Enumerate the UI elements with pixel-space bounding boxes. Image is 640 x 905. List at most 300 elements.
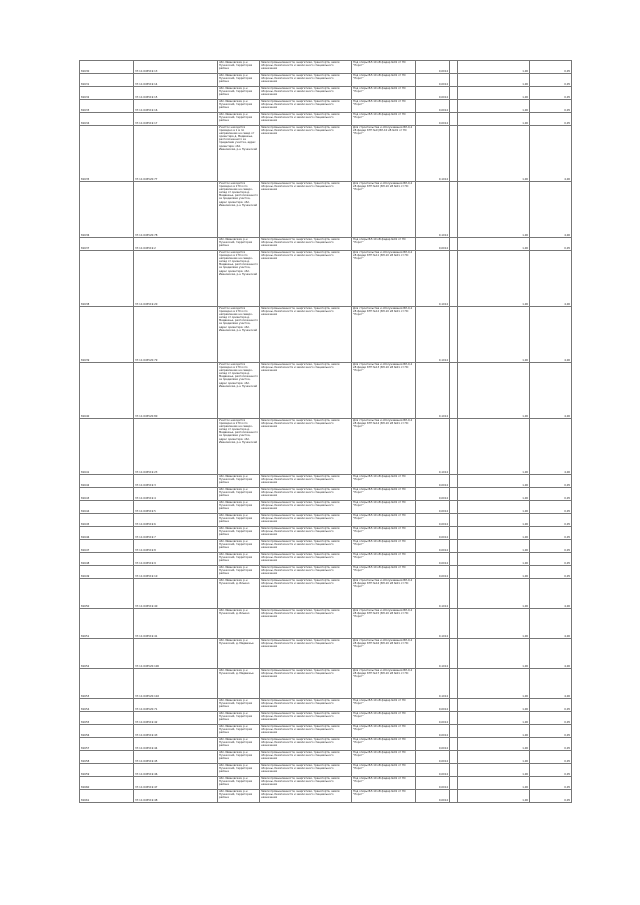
empty-cell [450,113,458,126]
table-row [80,363,572,419]
cadastral-number-cell: 37:11:045519:17 [134,113,218,126]
land-category-cell: Земли промышленности, энергетики, транспорта, земли обороны, безопасности и земли иного специального назначения [260,514,352,527]
empty-cell [450,712,458,725]
table-row [80,514,572,527]
address-cell: обл. Ивановская, р-н Пучежский, территория района [218,790,260,803]
land-category-cell: Земли промышленности, энергетики, транспорта, земли обороны, безопасности и земли иного специального назначения [260,87,352,100]
permitted-use-cell: Под опоры ВЛ-10 кВ фидер №01 от ПС "Порог" [352,777,416,790]
area-cell: 0,0014 [416,777,450,790]
cadastral-number-cell: 37:11:045520:100 [134,639,218,669]
cadastral-number-cell: 37:11:045520:78 [134,182,218,238]
permitted-use-cell: Под опоры ВЛ-10 кВ фидер №01 от ПС "Порог" [352,751,416,764]
permitted-use-cell: Для строительства и обслуживания ВЛ-0,4 кВ фидер КТП №11 (ВЛ-10 кВ №01 от ПС "Порог" [352,251,416,307]
cadastral-number-cell: 37:11:045519:45 [134,751,218,764]
cadastral-number-cell: 37:11:045520:77 [134,126,218,182]
row-number-cell: 81641 [80,419,134,475]
coefficient-cell: 1,00 [458,182,530,238]
address-cell: обл. Ивановская, р-н Пучежский, территория района [218,764,260,777]
address-cell: обл. Ивановская, р-н Пучежский, территория района [218,712,260,725]
area-cell: 0,1014 [416,126,450,182]
permitted-use-cell: Под опоры ВЛ-10 кВ фидер №01 от ПС "Порог" [352,514,416,527]
row-number-cell: 81651 [80,609,134,639]
cadastral-number-cell: 37:11:045519:47 [134,777,218,790]
area-cell: 0,1014 [416,419,450,475]
empty-cell [450,514,458,527]
area-cell: 0,0014 [416,501,450,514]
row-number-cell: 81645 [80,514,134,527]
address-cell: обл. Ивановская, р-н Пучежский, территория района [218,738,260,751]
land-category-cell: Земли промышленности, энергетики, транспорта, земли обороны, безопасности и земли иного специального назначения [260,100,352,113]
area-cell: 0,1014 [416,363,450,419]
address-cell: обл. Ивановская, р-н Пучежский, территория района [218,238,260,251]
coefficient-cell: 1,00 [458,540,530,553]
permitted-use-cell: Под опоры ВЛ-10 кВ фидер №01 от ПС "Порог" [352,712,416,725]
permitted-use-cell: Под опоры ВЛ-10 кВ фидер №01 от ПС "Порог" [352,87,416,100]
row-number-cell: 81655 [80,712,134,725]
land-plots-table [79,60,572,803]
value-cell: 4,00 [530,609,572,639]
value-cell: 0,05 [530,566,572,579]
value-cell: 4,00 [530,363,572,419]
value-cell: 4,00 [530,126,572,182]
area-cell: 0,1014 [416,579,450,609]
permitted-use-cell: Под опоры ВЛ-10 кВ фидер №01 от ПС "Порог" [352,238,416,251]
permitted-use-cell: Под опоры ВЛ-10 кВ фидер №01 от ПС "Порог" [352,501,416,514]
value-cell: 0,05 [530,527,572,540]
area-cell: 0,0014 [416,527,450,540]
land-category-cell: Земли промышленности, энергетики, транспорта, земли обороны, безопасности и земли иного специального назначения [260,475,352,488]
value-cell: 0,05 [530,475,572,488]
empty-cell [450,87,458,100]
table-row [80,488,572,501]
address-cell: обл. Ивановская, р-н Пучежский, территория района [218,61,260,74]
address-cell: Участок находится примерно в 170 м по направлению на северо-запад от ориентира д. Медвежье, расположенного за пределами участка, адрес ориентира: обл. Ивановская, р-н Пучежский [218,419,260,475]
area-cell: 0,0014 [416,100,450,113]
land-category-cell: Земли промышленности, энергетики, транспорта, земли обороны, безопасности и земли иного специального назначения [260,540,352,553]
land-category-cell: Земли промышленности, энергетики, транспорта, земли обороны, безопасности и земли иного специального назначения [260,764,352,777]
table-row [80,100,572,113]
cadastral-number-cell: 37:11:045519:7 [134,527,218,540]
land-category-cell: Земли промышленности, энергетики, транспорта, земли обороны, безопасности и земли иного специального назначения [260,790,352,803]
land-category-cell: Земли промышленности, энергетики, транспорта, земли обороны, безопасности и земли иного специального назначения [260,238,352,251]
permitted-use-cell: Под опоры ВЛ-10 кВ фидер №01 от ПС "Порог" [352,100,416,113]
permitted-use-cell: Под опоры ВЛ-10 кВ фидер №01 от ПС "Порог" [352,113,416,126]
area-cell: 0,0014 [416,61,450,74]
cadastral-number-cell: 37:11:045519:4 [134,488,218,501]
coefficient-cell: 1,00 [458,74,530,87]
empty-cell [450,540,458,553]
value-cell: 0,05 [530,738,572,751]
value-cell: 0,05 [530,712,572,725]
coefficient-cell: 1,00 [458,751,530,764]
area-cell: 0,0014 [416,790,450,803]
land-category-cell: Земли промышленности, энергетики, транспорта, земли обороны, безопасности и земли иного специального назначения [260,307,352,363]
empty-cell [450,363,458,419]
row-number-cell: 81648 [80,553,134,566]
table-row [80,777,572,790]
value-cell: 0,05 [530,777,572,790]
value-cell: 4,00 [530,419,572,475]
coefficient-cell: 1,00 [458,501,530,514]
table-row [80,238,572,251]
value-cell: 0,05 [530,699,572,712]
permitted-use-cell: Под опоры ВЛ-10 кВ фидер №01 от ПС "Порог" [352,61,416,74]
cadastral-number-cell: 37:11:045519:40 [134,579,218,609]
value-cell: 0,05 [530,553,572,566]
row-number-cell: 81632 [80,87,134,100]
document-page [79,60,571,803]
table-row [80,579,572,609]
table-row [80,74,572,87]
empty-cell [450,790,458,803]
value-cell: 0,05 [530,764,572,777]
land-category-cell: Земли промышленности, энергетики, транспорта, земли обороны, безопасности и земли иного специального назначения [260,699,352,712]
address-cell: обл. Ивановская, р-н Пучежский, территория района [218,113,260,126]
empty-cell [450,566,458,579]
permitted-use-cell: Для строительства и обслуживания ВЛ-0,4 кВ фидер КТП №13 (ВЛ-10 кВ №01 от ПС "Порог" [352,363,416,419]
empty-cell [450,639,458,669]
area-cell: 0,1014 [416,182,450,238]
cadastral-number-cell: 37:11:045519:9 [134,553,218,566]
permitted-use-cell: Для строительства и обслуживания ВЛ-0,4 кВ фидер КТП №17 (ВЛ-10 кВ №01 от ПС "Порог" [352,669,416,699]
row-number-cell: 81634 [80,113,134,126]
coefficient-cell: 1,00 [458,61,530,74]
area-cell: 0,0014 [416,725,450,738]
permitted-use-cell: Под опоры ВЛ-10 кВ фидер №01 от ПС "Порог" [352,527,416,540]
coefficient-cell: 1,00 [458,419,530,475]
coefficient-cell: 1,00 [458,566,530,579]
address-cell: обл. Ивановская, р-н Пучежский, д. Медвежье [218,639,260,669]
land-category-cell: Земли промышленности, энергетики, транспорта, земли обороны, безопасности и земли иного специального назначения [260,777,352,790]
value-cell: 0,05 [530,100,572,113]
area-cell: 0,0014 [416,764,450,777]
table-row [80,712,572,725]
row-number-cell: 81653 [80,669,134,699]
empty-cell [450,579,458,609]
permitted-use-cell: Под опоры ВЛ-10 кВ фидер №01 от ПС "Порог" [352,540,416,553]
address-cell: обл. Ивановская, р-н Пучежский, территория района [218,488,260,501]
cadastral-number-cell: 37:11:045519:13 [134,61,218,74]
table-row [80,307,572,363]
empty-cell [450,126,458,182]
area-cell: 0,0014 [416,540,450,553]
coefficient-cell: 1,00 [458,113,530,126]
table-row [80,113,572,126]
coefficient-cell: 1,00 [458,712,530,725]
cadastral-number-cell: 37:11:045520:102 [134,669,218,699]
permitted-use-cell: Для строительства и обслуживания ВЛ-0,4 кВ фидер КТП №16 (ВЛ-10 кВ №01 от ПС "Порог" [352,639,416,669]
table-row [80,540,572,553]
value-cell: 4,00 [530,669,572,699]
permitted-use-cell: Для строительства и обслуживания ВЛ-0,4 кВ фидер КТП №12 (ВЛ-10 кВ №01 от ПС "Порог" [352,307,416,363]
table-row [80,751,572,764]
table-row [80,553,572,566]
permitted-use-cell: Для строительства и обслуживания ВЛ-0,4 кВ фидер КТП №9 (ВЛ-10 кВ №01 от ПС "Порог" [352,126,416,182]
land-category-cell: Земли промышленности, энергетики, транспорта, земли обороны, безопасности и земли иного специального назначения [260,751,352,764]
row-number-cell: 81660 [80,777,134,790]
address-cell: обл. Ивановская, р-н Пучежский, территория района [218,501,260,514]
table-row [80,566,572,579]
table-row [80,738,572,751]
value-cell: 0,05 [530,61,572,74]
address-cell: обл. Ивановская, р-н Пучежский, территория района [218,514,260,527]
address-cell: обл. Ивановская, р-н Пучежский, территория района [218,87,260,100]
empty-cell [450,669,458,699]
area-cell: 0,0014 [416,699,450,712]
area-cell: 0,1014 [416,669,450,699]
cadastral-number-cell: 37:11:045520:80 [134,363,218,419]
table-row [80,501,572,514]
address-cell: обл. Ивановская, р-н Пучежский, д. Ильино [218,579,260,609]
coefficient-cell: 1,00 [458,579,530,609]
coefficient-cell: 1,00 [458,363,530,419]
empty-cell [450,777,458,790]
cadastral-number-cell: 37:11:045519:42 [134,712,218,725]
address-cell: обл. Ивановская, р-н Пучежский, территория района [218,100,260,113]
value-cell: 4,00 [530,182,572,238]
row-number-cell: 81633 [80,100,134,113]
address-cell: обл. Ивановская, р-н Пучежский, территория района [218,725,260,738]
row-number-cell: 81642 [80,475,134,488]
coefficient-cell: 1,00 [458,514,530,527]
area-cell: 0,0014 [416,712,450,725]
permitted-use-cell: Под опоры ВЛ-10 кВ фидер №01 от ПС "Порог" [352,488,416,501]
coefficient-cell: 1,00 [458,527,530,540]
area-cell: 0,0014 [416,751,450,764]
row-number-cell: 81644 [80,501,134,514]
coefficient-cell: 1,00 [458,609,530,639]
area-cell: 0,0014 [416,475,450,488]
coefficient-cell: 1,00 [458,669,530,699]
empty-cell [450,475,458,488]
row-number-cell: 81650 [80,579,134,609]
land-category-cell: Земли промышленности, энергетики, транспорта, земли обороны, безопасности и земли иного специального назначения [260,251,352,307]
empty-cell [450,74,458,87]
empty-cell [450,751,458,764]
empty-cell [450,738,458,751]
area-cell: 0,0014 [416,514,450,527]
row-number-cell: 81657 [80,738,134,751]
land-category-cell: Земли промышленности, энергетики, транспорта, земли обороны, безопасности и земли иного специального назначения [260,419,352,475]
empty-cell [450,527,458,540]
permitted-use-cell: Для строительства и обслуживания ВЛ-0,4 кВ фидер КТП №10 (ВЛ-10 кВ №01 от ПС "Порог" [352,182,416,238]
table-row [80,527,572,540]
table-row [80,251,572,307]
row-number-cell: 81640 [80,363,134,419]
value-cell: 4,00 [530,307,572,363]
value-cell: 0,05 [530,74,572,87]
empty-cell [450,725,458,738]
table-row [80,419,572,475]
cadastral-number-cell: 37:11:045519:2 [134,238,218,251]
coefficient-cell: 1,00 [458,87,530,100]
address-cell: Участок находится примерно в 170 м по направлению на северо-запад от ориентира д. Медвежье, расположенного за пределами участка, адрес ориентира: обл. Ивановская, р-н Пучежский [218,251,260,307]
cadastral-number-cell: 37:11:045519:14 [134,74,218,87]
row-number-cell: 81659 [80,764,134,777]
coefficient-cell: 1,00 [458,738,530,751]
empty-cell [450,488,458,501]
cadastral-number-cell: 37:11:045520:71 [134,699,218,712]
table-row [80,609,572,639]
address-cell: Участок находится примерно в 170 м по направлению на северо-запад от ориентира д. Медвежье, расположенного за пределами участка, адрес ориентира: обл. Ивановская, р-н Пучежский [218,182,260,238]
row-number-cell: 81646 [80,527,134,540]
area-cell: 0,1014 [416,639,450,669]
coefficient-cell: 1,00 [458,725,530,738]
empty-cell [450,501,458,514]
empty-cell [450,699,458,712]
value-cell: 4,00 [530,639,572,669]
empty-cell [450,100,458,113]
coefficient-cell: 1,00 [458,553,530,566]
permitted-use-cell: Под опоры ВЛ-10 кВ фидер №01 от ПС "Порог" [352,74,416,87]
coefficient-cell: 1,00 [458,238,530,251]
empty-cell [450,61,458,74]
table-row [80,790,572,803]
row-number-cell: 81631 [80,74,134,87]
address-cell: обл. Ивановская, р-н Пучежский, территория района [218,527,260,540]
address-cell: обл. Ивановская, р-н Пучежский, территория района [218,751,260,764]
permitted-use-cell: Под опоры ВЛ-10 кВ фидер №01 от ПС "Порог" [352,725,416,738]
cadastral-number-cell: 37:11:045519:16 [134,100,218,113]
coefficient-cell: 1,00 [458,639,530,669]
land-category-cell: Земли промышленности, энергетики, транспорта, земли обороны, безопасности и земли иного специального назначения [260,74,352,87]
address-cell: обл. Ивановская, р-н Пучежский, территория района [218,475,260,488]
land-category-cell: Земли промышленности, энергетики, транспорта, земли обороны, безопасности и земли иного специального назначения [260,553,352,566]
cadastral-number-cell: 37:11:045519:46 [134,764,218,777]
value-cell: 0,05 [530,790,572,803]
address-cell: обл. Ивановская, р-н Пучежский, д. Ильино [218,609,260,639]
value-cell: 0,05 [530,540,572,553]
area-cell: 0,0014 [416,553,450,566]
row-number-cell: 81639 [80,307,134,363]
land-category-cell: Земли промышленности, энергетики, транспорта, земли обороны, безопасности и земли иного специального назначения [260,126,352,182]
coefficient-cell: 1,00 [458,777,530,790]
coefficient-cell: 1,00 [458,790,530,803]
permitted-use-cell: Под опоры ВЛ-10 кВ фидер №01 от ПС "Порог" [352,553,416,566]
coefficient-cell: 1,00 [458,251,530,307]
value-cell: 0,05 [530,751,572,764]
address-cell: Участок находится примерно в 170 м по направлению на северо-запад от ориентира д. Медвежье, расположенного за пределами участка, адрес ориентира: обл. Ивановская, р-н Пучежский [218,307,260,363]
table-row [80,126,572,182]
land-category-cell: Земли промышленности, энергетики, транспорта, земли обороны, безопасности и земли иного специального назначения [260,639,352,669]
coefficient-cell: 1,00 [458,699,530,712]
address-cell: обл. Ивановская, р-н Пучежский, д. Медвежье [218,669,260,699]
land-category-cell: Земли промышленности, энергетики, транспорта, земли обороны, безопасности и земли иного специального назначения [260,61,352,74]
cadastral-number-cell: 37:11:045519:8 [134,540,218,553]
table-row [80,87,572,100]
empty-cell [450,419,458,475]
coefficient-cell: 1,00 [458,100,530,113]
coefficient-cell: 1,00 [458,475,530,488]
address-cell: обл. Ивановская, р-н Пучежский, территория района [218,540,260,553]
address-cell: обл. Ивановская, р-н Пучежский, территория района [218,777,260,790]
table-row [80,61,572,74]
value-cell: 0,05 [530,514,572,527]
row-number-cell: 81658 [80,751,134,764]
empty-cell [450,182,458,238]
area-cell: 0,0014 [416,87,450,100]
land-category-cell: Земли промышленности, энергетики, транспорта, земли обороны, безопасности и земли иного специального назначения [260,725,352,738]
area-cell: 0,0014 [416,566,450,579]
row-number-cell: 81635 [80,126,134,182]
empty-cell [450,251,458,307]
address-cell: обл. Ивановская, р-н Пучежский, территория района [218,553,260,566]
value-cell: 0,05 [530,488,572,501]
empty-cell [450,553,458,566]
value-cell: 0,05 [530,87,572,100]
table-row [80,182,572,238]
cadastral-number-cell: 37:11:045519:15 [134,87,218,100]
row-number-cell: 81630 [80,61,134,74]
cadastral-number-cell: 37:11:045519:43 [134,725,218,738]
cadastral-number-cell: 37:11:045519:5 [134,501,218,514]
cadastral-number-cell: 37:11:045520:79 [134,307,218,363]
cadastral-number-cell: 37:11:045519:3 [134,475,218,488]
address-cell: обл. Ивановская, р-н Пучежский, территория района [218,74,260,87]
land-category-cell: Земли промышленности, энергетики, транспорта, земли обороны, безопасности и земли иного специального назначения [260,609,352,639]
cadastral-number-cell: 37:11:045519:23 [134,419,218,475]
land-category-cell: Земли промышленности, энергетики, транспорта, земли обороны, безопасности и земли иного специального назначения [260,566,352,579]
land-category-cell: Земли промышленности, энергетики, транспорта, земли обороны, безопасности и земли иного специального назначения [260,363,352,419]
empty-cell [450,307,458,363]
land-category-cell: Земли промышленности, энергетики, транспорта, земли обороны, безопасности и земли иного специального назначения [260,669,352,699]
area-cell: 0,0014 [416,488,450,501]
land-category-cell: Земли промышленности, энергетики, транспорта, земли обороны, безопасности и земли иного специального назначения [260,488,352,501]
table-row [80,669,572,699]
cadastral-number-cell: 37:11:045519:48 [134,790,218,803]
row-number-cell: 81661 [80,790,134,803]
row-number-cell: 81654 [80,699,134,712]
coefficient-cell: 1,00 [458,126,530,182]
area-cell: 0,1014 [416,307,450,363]
land-category-cell: Земли промышленности, энергетики, транспорта, земли обороны, безопасности и земли иного специального назначения [260,501,352,514]
value-cell: 4,00 [530,251,572,307]
empty-cell [450,238,458,251]
coefficient-cell: 1,00 [458,764,530,777]
row-number-cell: 81637 [80,238,134,251]
cadastral-number-cell: 37:11:045519:10 [134,566,218,579]
land-category-cell: Земли промышленности, энергетики, транспорта, земли обороны, безопасности и земли иного специального назначения [260,113,352,126]
area-cell: 0,0014 [416,113,450,126]
permitted-use-cell: Под опоры ВЛ-10 кВ фидер №01 от ПС "Порог" [352,738,416,751]
empty-cell [450,609,458,639]
cadastral-number-cell: 37:11:045519:6 [134,514,218,527]
table-row [80,639,572,669]
area-cell: 0,0014 [416,74,450,87]
row-number-cell: 81638 [80,251,134,307]
row-number-cell: 81647 [80,540,134,553]
permitted-use-cell: Под опоры ВЛ-10 кВ фидер №01 от ПС "Порог" [352,699,416,712]
table-row [80,725,572,738]
address-cell: Участок находится примерно в 170 м по направлению на северо-запад от ориентира д. Медвежье, расположенного за пределами участка, адрес ориентира: обл. Ивановская, р-н Пучежский [218,363,260,419]
area-cell: 0,0014 [416,238,450,251]
land-category-cell: Земли промышленности, энергетики, транспорта, земли обороны, безопасности и земли иного специального назначения [260,738,352,751]
permitted-use-cell: Для строительства и обслуживания ВЛ-0,4 кВ фидер КТП №14 (ВЛ-10 кВ №01 от ПС "Порог" [352,419,416,475]
cadastral-number-cell: 37:11:045519:20 [134,251,218,307]
permitted-use-cell: Под опоры ВЛ-10 кВ фидер №01 от ПС "Порог" [352,764,416,777]
permitted-use-cell: Под опоры ВЛ-10 кВ фидер №01 от ПС "Порог" [352,790,416,803]
land-category-cell: Земли промышленности, энергетики, транспорта, земли обороны, безопасности и земли иного специального назначения [260,182,352,238]
coefficient-cell: 1,00 [458,488,530,501]
row-number-cell: 81649 [80,566,134,579]
row-number-cell: 81652 [80,639,134,669]
permitted-use-cell: Под опоры ВЛ-10 кВ фидер №01 от ПС "Порог" [352,566,416,579]
table-row [80,699,572,712]
empty-cell [450,764,458,777]
area-cell: 0,1014 [416,609,450,639]
permitted-use-cell: Для строительства и обслуживания ВЛ-0,4 кВ фидер КТП №14 (ВЛ-10 кВ №01 от ПС "Порог" [352,579,416,609]
address-cell: обл. Ивановская, р-н Пучежский, территория района [218,699,260,712]
